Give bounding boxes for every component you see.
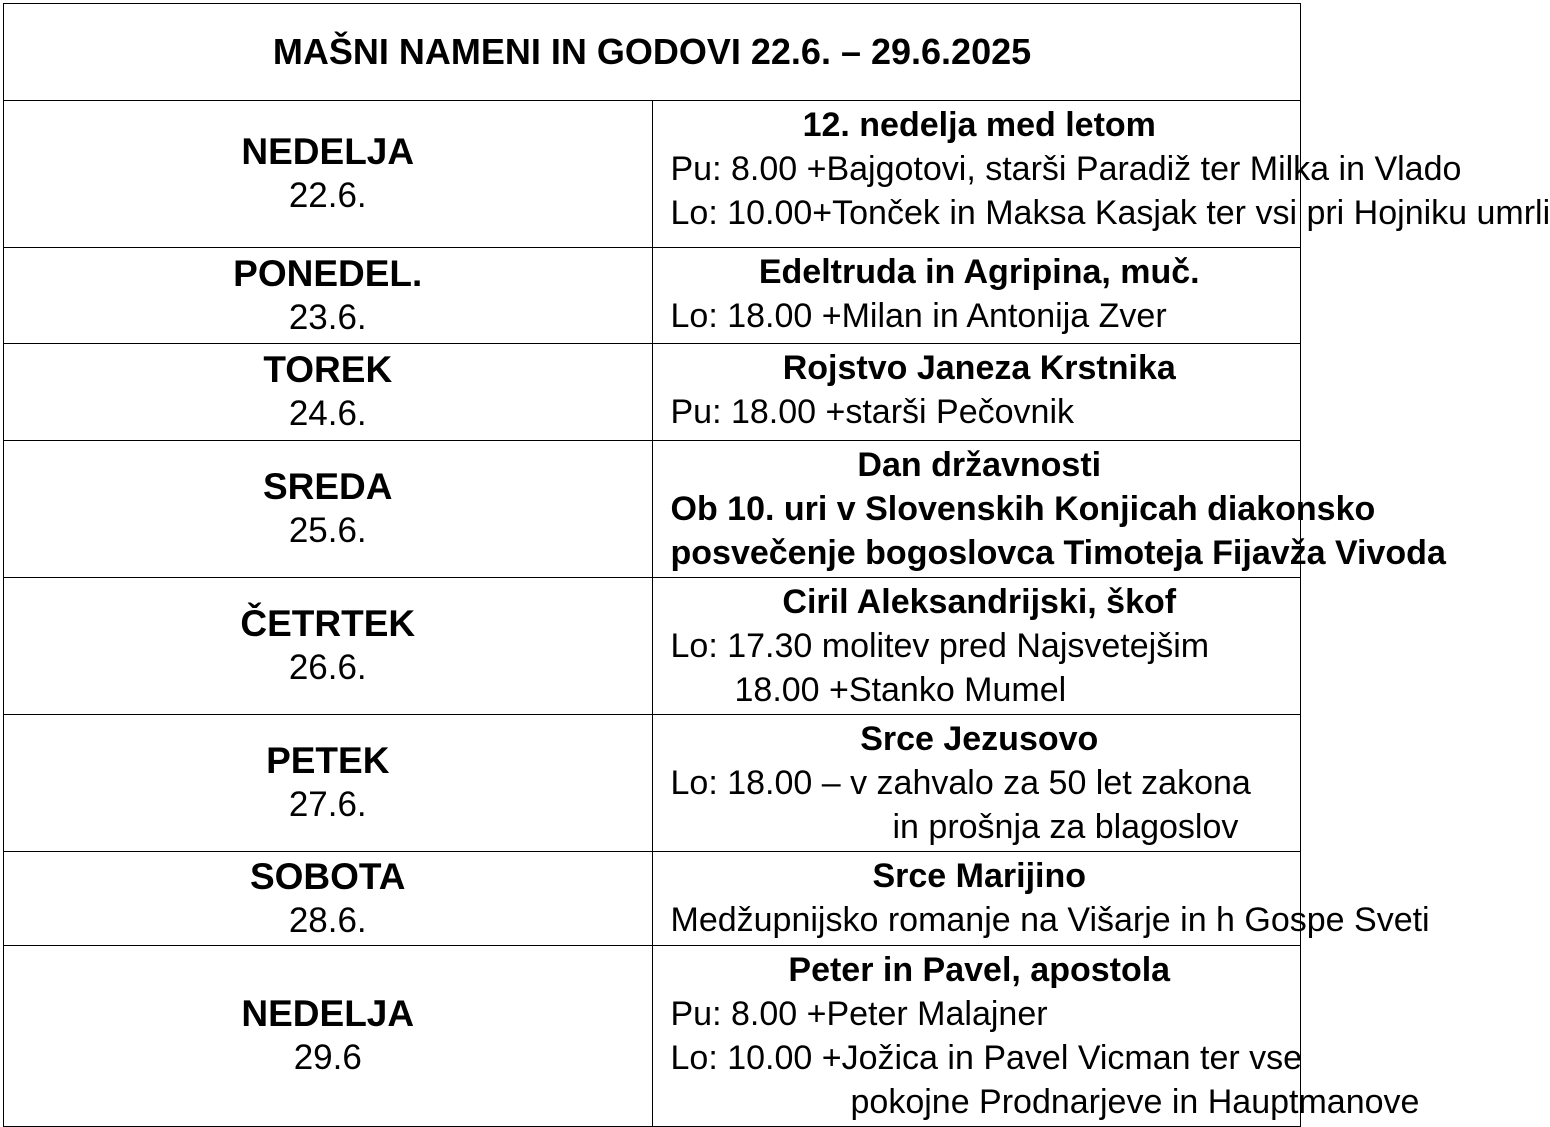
day-date: 26.6. xyxy=(288,648,367,687)
feast-title: Rojstvo Janeza Krstnika xyxy=(782,349,1176,387)
title-row xyxy=(4,4,1301,101)
schedule-table xyxy=(3,3,1550,1127)
day-cell xyxy=(4,578,653,715)
content-cell xyxy=(652,715,1301,852)
feast-title: Srce Marijino xyxy=(872,857,1086,895)
day-date: 23.6. xyxy=(288,297,367,337)
mass-intention: Lo: 10.00+Tonček in Maksa Kasjak ter vsi pri Hojniku umrli xyxy=(670,194,1550,232)
event-note: Medžupnijsko romanje na Višarje in h Gospe Sveti xyxy=(670,901,1430,939)
day-date: 28.6. xyxy=(288,900,367,940)
day-date: 24.6. xyxy=(288,394,367,433)
mass-intention: Lo: 17.30 molitev pred Najsvetejšim xyxy=(670,627,1210,665)
mass-intention: Lo: 10.00 +Jožica in Pavel Vicman ter vse xyxy=(670,1039,1303,1077)
day-cell xyxy=(4,715,653,852)
table-row xyxy=(4,852,1301,946)
feast-title: Edeltruda in Agripina, muč. xyxy=(758,253,1200,291)
content-cell xyxy=(652,248,1301,344)
content-cell xyxy=(652,852,1430,946)
day-cell xyxy=(4,946,653,1127)
table-row xyxy=(4,715,1301,852)
table-row xyxy=(4,578,1301,715)
mass-intention: Lo: 18.00 – v zahvalo za 50 let zakona xyxy=(670,764,1251,802)
mass-intention: 18.00 +Stanko Mumel xyxy=(734,671,1067,709)
day-name: TOREK xyxy=(263,349,393,390)
day-name: SREDA xyxy=(262,466,393,507)
feast-title: Ciril Aleksandrijski, škof xyxy=(782,583,1177,621)
mass-intention: Lo: 18.00 +Milan in Antonija Zver xyxy=(670,297,1167,335)
content-cell xyxy=(652,101,1550,248)
content-cell xyxy=(652,946,1420,1127)
table-row xyxy=(4,441,1301,578)
day-name: NEDELJA xyxy=(241,993,415,1034)
schedule-sheet xyxy=(3,3,1550,1121)
day-date: 25.6. xyxy=(288,511,367,550)
mass-intention: Pu: 8.00 +Bajgotovi, starši Paradiž ter Milka in Vlado xyxy=(670,150,1462,188)
table-row xyxy=(4,946,1301,1127)
day-name: SOBOTA xyxy=(249,855,406,897)
day-name: PONEDEL. xyxy=(233,252,423,294)
content-cell xyxy=(652,441,1446,578)
content-cell xyxy=(652,578,1301,715)
mass-intention: Pu: 8.00 +Peter Malajner xyxy=(670,995,1048,1033)
day-cell xyxy=(4,248,653,344)
table-row xyxy=(4,101,1301,248)
feast-title: Peter in Pavel, apostola xyxy=(788,951,1171,989)
mass-intention: in prošnja za blagoslov xyxy=(892,808,1239,846)
day-cell xyxy=(4,441,653,578)
event-announcement: Ob 10. uri v Slovenskih Konjicah diakonsko xyxy=(670,490,1376,528)
day-date: 27.6. xyxy=(288,785,367,824)
event-announcement: posvečenje bogoslovca Timoteja Fijavža Vivoda xyxy=(670,534,1446,572)
day-cell xyxy=(4,344,653,441)
day-name: PETEK xyxy=(266,740,390,781)
day-name: ČETRTEK xyxy=(240,603,416,644)
day-cell xyxy=(4,101,653,248)
mass-intention: Pu: 18.00 +starši Pečovnik xyxy=(670,393,1075,431)
day-name: NEDELJA xyxy=(241,131,415,172)
feast-title: 12. nedelja med letom xyxy=(802,106,1156,144)
page-title: MAŠNI NAMENI IN GODOVI 22.6. – 29.6.2025 xyxy=(4,4,1301,101)
table-row xyxy=(4,344,1301,441)
mass-intention: pokojne Prodnarjeve in Hauptmanove xyxy=(850,1083,1420,1121)
content-cell xyxy=(652,344,1301,441)
table-row xyxy=(4,248,1301,344)
feast-title: Srce Jezusovo xyxy=(860,720,1099,758)
feast-title: Dan državnosti xyxy=(857,446,1102,484)
day-date: 29.6 xyxy=(293,1038,362,1077)
day-cell xyxy=(4,852,653,946)
day-date: 22.6. xyxy=(288,176,367,215)
